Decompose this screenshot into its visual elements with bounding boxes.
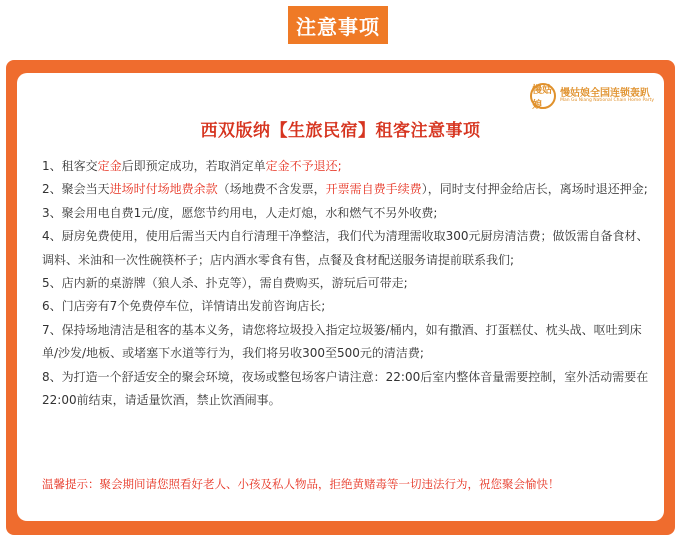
header-badge: 注意事项 [288, 6, 388, 44]
rule-text: ），同时支付押金给店长，离场时退还押金; [421, 182, 648, 197]
brand-logo [530, 83, 654, 109]
rule-text: 后即预定成功，若取消定单 [121, 159, 266, 173]
rule-text: 4、厨房免费使用，使用后需当天内自行清理干净整洁，我们代为清理需收取300元厨房清洁费；做饭需自备食材、调料、米油和一次性碗筷杯子；店内酒水零食有售，点餐及食材配送服务请提前联系我们; [42, 229, 649, 267]
rule-text: 2、聚会当天 [42, 182, 110, 197]
rule-highlight-text: 开票需自费手续费 [325, 182, 422, 197]
rule-item [42, 178, 652, 201]
rule-item [42, 366, 652, 413]
rule-highlight-text: 进场时付场地费余款 [109, 182, 218, 197]
rule-item [42, 272, 652, 295]
rule-item [42, 319, 652, 366]
rule-item [42, 202, 652, 225]
rule-highlight-text: 定金 [97, 159, 122, 173]
rule-item [42, 295, 652, 318]
logo-name-en: Man Gu Niang National Chain Home Party [560, 98, 654, 104]
rule-item [42, 155, 652, 178]
rule-text: 7、保持场地清洁是租客的基本义务，请您将垃圾投入指定垃圾篓/桶内，如有撒酒、打蛋糕仗、枕头战、呕吐到床单/沙发/地板、或堵塞下水道等行为，我们将另收300至500元的清洁费; [42, 322, 642, 361]
rules-list [42, 155, 652, 412]
rule-text: 1、租客交 [42, 159, 98, 173]
logo-text [560, 88, 654, 104]
rule-item [42, 225, 652, 272]
notice-card [17, 73, 664, 521]
notice-title: 西双版纳【生旅民宿】租客注意事项 [200, 121, 481, 141]
rule-text: 5、店内新的桌游牌（狼人杀、扑克等），需自费购买，游玩后可带走; [42, 276, 408, 291]
rule-text: 8、为打造一个舒适安全的聚会环境，夜场或整包场客户请注意：22:00后室内整体音量需要控制，室外活动需要在22:00前结束，请适量饮酒，禁止饮酒闹事。 [42, 369, 649, 408]
logo-icon: 慢姑娘 [530, 83, 556, 109]
rule-text: 3、聚会用电自费1元/度，愿您节约用电，人走灯熄，水和燃气不另外收费; [42, 205, 438, 220]
rule-highlight-text: 定金不予退还; [265, 159, 342, 173]
rule-text: 6、门店旁有7个免费停车位，详情请出发前咨询店长; [42, 299, 326, 314]
rule-text: （场地费不含发票， [217, 182, 326, 197]
warm-reminder: 温馨提示：聚会期间请您照看好老人、小孩及私人物品，拒绝黄赌毒等一切违法行为，祝您聚会愉快！ [42, 477, 560, 491]
logo-name-cn: 慢姑娘全国连锁轰趴 [560, 88, 651, 100]
